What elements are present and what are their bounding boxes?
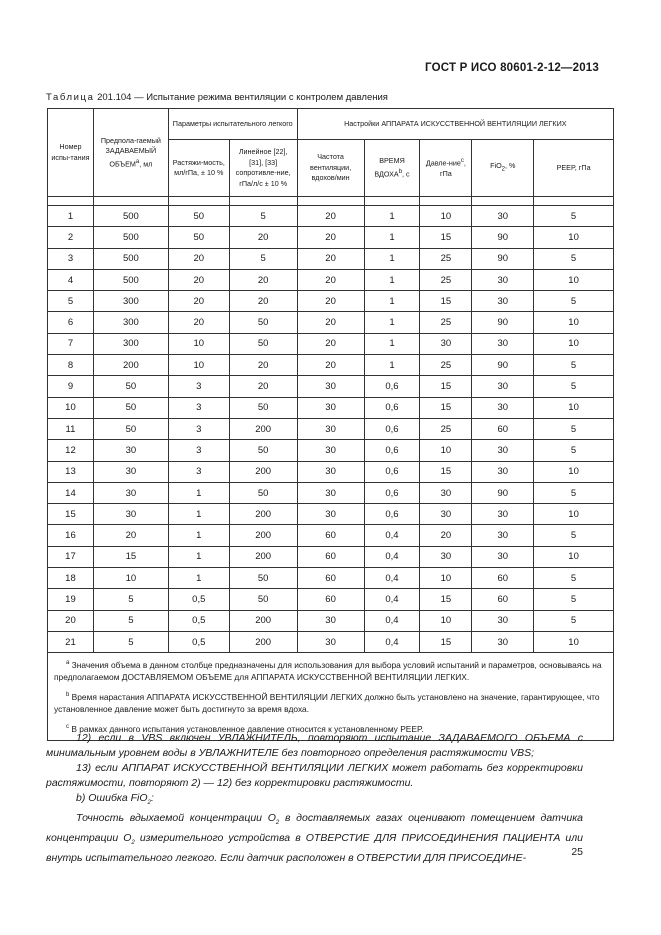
table-cell: 20 — [297, 312, 364, 333]
header-ventilator-settings: Настройки АППАРАТА ИСКУССТВЕННОЙ ВЕНТИЛЯЦИИ ЛЕГКИХ — [297, 109, 613, 140]
table-cell: 20 — [48, 610, 94, 631]
header-rate: Частота вентиляции, вдохов/мин — [297, 140, 364, 197]
table-cell: 60 — [297, 568, 364, 589]
table-cell: 60 — [297, 525, 364, 546]
table-cell: 10 — [168, 355, 229, 376]
table-row — [48, 269, 614, 290]
table-cell: 30 — [297, 376, 364, 397]
table-cell: 30 — [472, 376, 534, 397]
table-cell: 50 — [229, 312, 297, 333]
header-compliance: Растяжи-мость, мл/гПа, ± 10 % — [168, 140, 229, 197]
table-cell: 500 — [93, 206, 168, 227]
table-cell: 5 — [534, 355, 614, 376]
table-row — [48, 525, 614, 546]
table-cell: 200 — [229, 546, 297, 567]
table-row — [48, 418, 614, 439]
table-cell: 20 — [229, 355, 297, 376]
table-cell: 1 — [168, 568, 229, 589]
table-cell: 20 — [420, 525, 472, 546]
table-row — [48, 355, 614, 376]
table-cell: 0,5 — [168, 631, 229, 652]
table-cell: 20 — [297, 248, 364, 269]
table-cell: 13 — [48, 461, 94, 482]
table-cell: 1 — [168, 504, 229, 525]
table-cell: 7 — [48, 333, 94, 354]
table-cell: 30 — [297, 631, 364, 652]
table-cell: 21 — [48, 631, 94, 652]
table-cell: 16 — [48, 525, 94, 546]
table-cell: 3 — [168, 397, 229, 418]
table-cell: 50 — [229, 589, 297, 610]
table-row — [48, 610, 614, 631]
table-cell: 300 — [93, 312, 168, 333]
table-row — [48, 376, 614, 397]
table-cell: 5 — [534, 376, 614, 397]
table-cell: 10 — [420, 206, 472, 227]
table-cell: 30 — [93, 440, 168, 461]
table-cell: 1 — [364, 333, 420, 354]
table-cell: 4 — [48, 269, 94, 290]
table-row — [48, 546, 614, 567]
table-cell: 30 — [297, 482, 364, 503]
table-cell: 500 — [93, 248, 168, 269]
table-cell: 10 — [420, 568, 472, 589]
table-cell: 200 — [229, 525, 297, 546]
table-cell: 20 — [229, 269, 297, 290]
table-row — [48, 248, 614, 269]
table-cell: 300 — [93, 333, 168, 354]
table-row — [48, 333, 614, 354]
table-cell: 0,6 — [364, 482, 420, 503]
table-cell: 20 — [297, 291, 364, 312]
table-cell: 20 — [229, 376, 297, 397]
table-cell: 200 — [229, 418, 297, 439]
page-number: 25 — [571, 846, 583, 858]
table-cell: 3 — [168, 376, 229, 397]
table-cell: 5 — [534, 610, 614, 631]
header-fio2: FiO$_2$, % — [472, 140, 534, 197]
table-cell: 30 — [472, 610, 534, 631]
table-cell: 50 — [168, 206, 229, 227]
table-cell: 10 — [534, 631, 614, 652]
header-test-number: Номер испы-тания — [48, 109, 94, 197]
table-cell: 5 — [534, 568, 614, 589]
table-cell: 200 — [93, 355, 168, 376]
table-cell: 10 — [534, 504, 614, 525]
table-cell: 50 — [93, 376, 168, 397]
table-cell: 5 — [534, 440, 614, 461]
header-pressure: Давле-ние$^c$, гПа — [420, 140, 472, 197]
table-cell: 2 — [48, 227, 94, 248]
table-cell: 1 — [168, 482, 229, 503]
table-cell: 50 — [229, 397, 297, 418]
table-cell: 0,4 — [364, 631, 420, 652]
table-cell: 30 — [472, 206, 534, 227]
table-notes — [48, 653, 614, 740]
table-cell: 30 — [472, 397, 534, 418]
table-cell: 90 — [472, 227, 534, 248]
table-cell: 60 — [472, 418, 534, 439]
table-cell: 3 — [168, 440, 229, 461]
table-cell: 10 — [93, 568, 168, 589]
table-cell: 1 — [364, 269, 420, 290]
table-cell: 200 — [229, 631, 297, 652]
table-cell: 15 — [420, 397, 472, 418]
table-cell: 10 — [168, 333, 229, 354]
table-cell: 0,6 — [364, 418, 420, 439]
table-cell: 5 — [93, 631, 168, 652]
table-cell: 50 — [229, 333, 297, 354]
table-cell: 0,4 — [364, 525, 420, 546]
table-cell: 5 — [229, 206, 297, 227]
table-cell: 10 — [534, 397, 614, 418]
table-cell: 30 — [297, 504, 364, 525]
table-cell: 15 — [420, 461, 472, 482]
table-cell: 30 — [297, 397, 364, 418]
table-cell: 3 — [48, 248, 94, 269]
document-code: ГОСТ Р ИСО 80601-2-12—2013 — [425, 62, 599, 74]
table-cell: 20 — [297, 355, 364, 376]
table-cell: 25 — [420, 418, 472, 439]
table-cell: 30 — [472, 546, 534, 567]
table-cell: 30 — [472, 461, 534, 482]
header-volume: Предпола-гаемый ЗАДАВАЕМЫЙ ОБЪЕМ$^a$, мл — [93, 109, 168, 197]
table-cell: 10 — [534, 312, 614, 333]
table-cell: 90 — [472, 482, 534, 503]
table-cell: 60 — [297, 589, 364, 610]
table-cell: 1 — [364, 248, 420, 269]
table-cell: 30 — [420, 546, 472, 567]
table-cell: 0,6 — [364, 504, 420, 525]
table-cell: 60 — [472, 589, 534, 610]
table-cell: 15 — [420, 376, 472, 397]
table-row — [48, 568, 614, 589]
table-cell: 0,4 — [364, 568, 420, 589]
table-cell: 30 — [472, 525, 534, 546]
table-row — [48, 312, 614, 333]
table-cell: 20 — [168, 291, 229, 312]
table-cell: 20 — [297, 333, 364, 354]
note-b: $^b$ Время нарастания АППАРАТА ИСКУССТВЕННОЙ ВЕНТИЛЯЦИИ ЛЕГКИХ должно быть установлено на значение, гарантирующее, что установленное давление может быть достигнуто за время вдоха. — [54, 691, 600, 714]
table-row — [48, 206, 614, 227]
caption-text: 201.104 — Испытание режима вентиляции с контролем давления — [94, 92, 388, 103]
subsection-fio2-error: b) Ошибка FiO$_2$: — [76, 792, 154, 807]
table-cell: 5 — [48, 291, 94, 312]
ventilation-test-table — [47, 108, 614, 741]
table-cell: 0,5 — [168, 589, 229, 610]
table-row — [48, 461, 614, 482]
table-row — [48, 589, 614, 610]
paragraph-12: 12) если в VBS включен УВЛАЖНИТЕЛЬ, повторяют испытание ЗАДАВАЕМОГО ОБЪЕМА с минимальным уровнем воды в УВЛАЖНИТЕЛЕ без повторного определения растяжимости VBS; — [46, 732, 583, 759]
table-cell: 60 — [297, 546, 364, 567]
table-cell: 30 — [472, 291, 534, 312]
table-cell: 0,6 — [364, 376, 420, 397]
paragraph-accuracy: Точность вдыхаемой концентрации $O_2$ в доставляемых газах оценивают помещением датчика концентрации $O_2$ измерительного устройства в ОТВЕРСТИЕ ДЛЯ ПРИСОЕДИНЕНИЯ ПАЦИЕНТА или внутрь испытательного легкого. Если датчик расположен в ОТВЕРСТИИ ДЛЯ ПРИСОЕДИНЕ- — [46, 812, 584, 865]
table-cell: 10 — [534, 333, 614, 354]
table-cell: 30 — [420, 333, 472, 354]
table-cell: 0,4 — [364, 546, 420, 567]
table-cell: 18 — [48, 568, 94, 589]
table-cell: 50 — [229, 568, 297, 589]
table-cell: 0,6 — [364, 461, 420, 482]
table-cell: 20 — [297, 227, 364, 248]
table-cell: 50 — [168, 227, 229, 248]
table-cell: 10 — [534, 269, 614, 290]
table-cell: 15 — [420, 589, 472, 610]
table-cell: 50 — [229, 482, 297, 503]
table-cell: 5 — [534, 291, 614, 312]
table-cell: 300 — [93, 291, 168, 312]
table-row — [48, 440, 614, 461]
table-cell: 3 — [168, 418, 229, 439]
table-cell: 500 — [93, 227, 168, 248]
table-cell: 10 — [534, 546, 614, 567]
note-a: $^a$ Значения объема в данном столбце предназначены для использования для выбора условий испытаний и параметров, основываясь на предполагаемом ДОСТАВЛЯЕМОМ ОБЪЕМЕ для АППАРАТА ИСКУССТВЕННОЙ ВЕНТИЛЯЦИИ ЛЕГКИХ. — [54, 660, 602, 683]
table-cell: 30 — [297, 610, 364, 631]
table-cell: 20 — [297, 269, 364, 290]
table-cell: 1 — [364, 291, 420, 312]
table-cell: 0,6 — [364, 440, 420, 461]
table-cell: 50 — [93, 397, 168, 418]
table-cell: 25 — [420, 355, 472, 376]
table-cell: 50 — [229, 440, 297, 461]
table-cell: 30 — [472, 631, 534, 652]
table-cell: 25 — [420, 248, 472, 269]
table-cell: 30 — [297, 418, 364, 439]
caption-prefix: Таблица — [46, 92, 95, 103]
table-cell: 30 — [472, 333, 534, 354]
table-cell: 90 — [472, 248, 534, 269]
table-cell: 30 — [93, 504, 168, 525]
table-cell: 50 — [93, 418, 168, 439]
table-cell: 30 — [297, 440, 364, 461]
table-cell: 15 — [420, 291, 472, 312]
note-c: $^c$ В рамках данного испытания установленное давление относится к установленному PEEP. — [66, 723, 424, 734]
table-cell: 5 — [229, 248, 297, 269]
paragraph-13: 13) если АППАРАТ ИСКУССТВЕННОЙ ВЕНТИЛЯЦИИ ЛЕГКИХ может работать без корректировки растяжимости, повторяют 2) — 12) без корректировки растяжимости. — [46, 762, 583, 789]
table-cell: 0,4 — [364, 610, 420, 631]
table-cell: 10 — [48, 397, 94, 418]
table-cell: 20 — [168, 312, 229, 333]
table-cell: 15 — [420, 227, 472, 248]
header-gap-row — [48, 197, 614, 206]
table-cell: 25 — [420, 312, 472, 333]
table-row — [48, 227, 614, 248]
table-cell: 10 — [534, 227, 614, 248]
table-cell: 5 — [93, 589, 168, 610]
table-cell: 30 — [93, 482, 168, 503]
table-cell: 0,6 — [364, 397, 420, 418]
table-caption — [46, 92, 388, 103]
table-cell: 6 — [48, 312, 94, 333]
table-cell: 20 — [229, 291, 297, 312]
table-cell: 1 — [364, 206, 420, 227]
table-cell: 5 — [534, 248, 614, 269]
table-cell: 15 — [420, 631, 472, 652]
table-cell: 30 — [420, 504, 472, 525]
table-cell: 0,5 — [168, 610, 229, 631]
table-row — [48, 291, 614, 312]
table-cell: 15 — [48, 504, 94, 525]
table-cell: 14 — [48, 482, 94, 503]
table-cell: 20 — [93, 525, 168, 546]
table-cell: 10 — [534, 461, 614, 482]
table-cell: 9 — [48, 376, 94, 397]
table-cell: 60 — [472, 568, 534, 589]
table-cell: 90 — [472, 355, 534, 376]
table-cell: 25 — [420, 269, 472, 290]
header-resistance: Линейное [22], [31], [33] сопротивле-ние, гПа/л/с ± 10 % — [229, 140, 297, 197]
header-peep: PEEP, гПа — [534, 140, 614, 197]
table-cell: 1 — [364, 355, 420, 376]
table-cell: 15 — [93, 546, 168, 567]
table-cell: 200 — [229, 504, 297, 525]
table-cell: 200 — [229, 610, 297, 631]
table-cell: 30 — [420, 482, 472, 503]
table-cell: 0,4 — [364, 589, 420, 610]
table-cell: 19 — [48, 589, 94, 610]
table-cell: 90 — [472, 312, 534, 333]
table-cell: 5 — [534, 206, 614, 227]
header-lung-params: Параметры испытательного легкого — [168, 109, 297, 140]
table-cell: 20 — [229, 227, 297, 248]
table-cell: 20 — [168, 248, 229, 269]
table-cell: 10 — [420, 610, 472, 631]
table-row — [48, 631, 614, 652]
table-row — [48, 482, 614, 503]
table-cell: 500 — [93, 269, 168, 290]
table-cell: 200 — [229, 461, 297, 482]
table-body — [48, 197, 614, 653]
table-cell: 1 — [48, 206, 94, 227]
table-cell: 5 — [534, 418, 614, 439]
table-cell: 5 — [534, 482, 614, 503]
table-cell: 1 — [364, 312, 420, 333]
table-cell: 5 — [534, 589, 614, 610]
table-cell: 5 — [93, 610, 168, 631]
table-cell: 30 — [472, 504, 534, 525]
table-cell: 30 — [93, 461, 168, 482]
table-cell: 1 — [168, 525, 229, 546]
table-cell: 10 — [420, 440, 472, 461]
table-notes-row — [48, 653, 614, 740]
table-cell: 5 — [534, 525, 614, 546]
table-cell: 11 — [48, 418, 94, 439]
table-cell: 3 — [168, 461, 229, 482]
table-cell: 8 — [48, 355, 94, 376]
table-cell: 20 — [168, 269, 229, 290]
table-cell: 20 — [297, 206, 364, 227]
table-cell: 30 — [297, 461, 364, 482]
table-cell: 1 — [168, 546, 229, 567]
table-cell: 12 — [48, 440, 94, 461]
body-text — [46, 731, 583, 866]
table-row — [48, 504, 614, 525]
table-row — [48, 397, 614, 418]
header-insp-time: ВРЕМЯ ВДОХА$^b$, с — [364, 140, 420, 197]
table-cell: 1 — [364, 227, 420, 248]
table-cell: 17 — [48, 546, 94, 567]
table-cell: 30 — [472, 440, 534, 461]
table-cell: 30 — [472, 269, 534, 290]
